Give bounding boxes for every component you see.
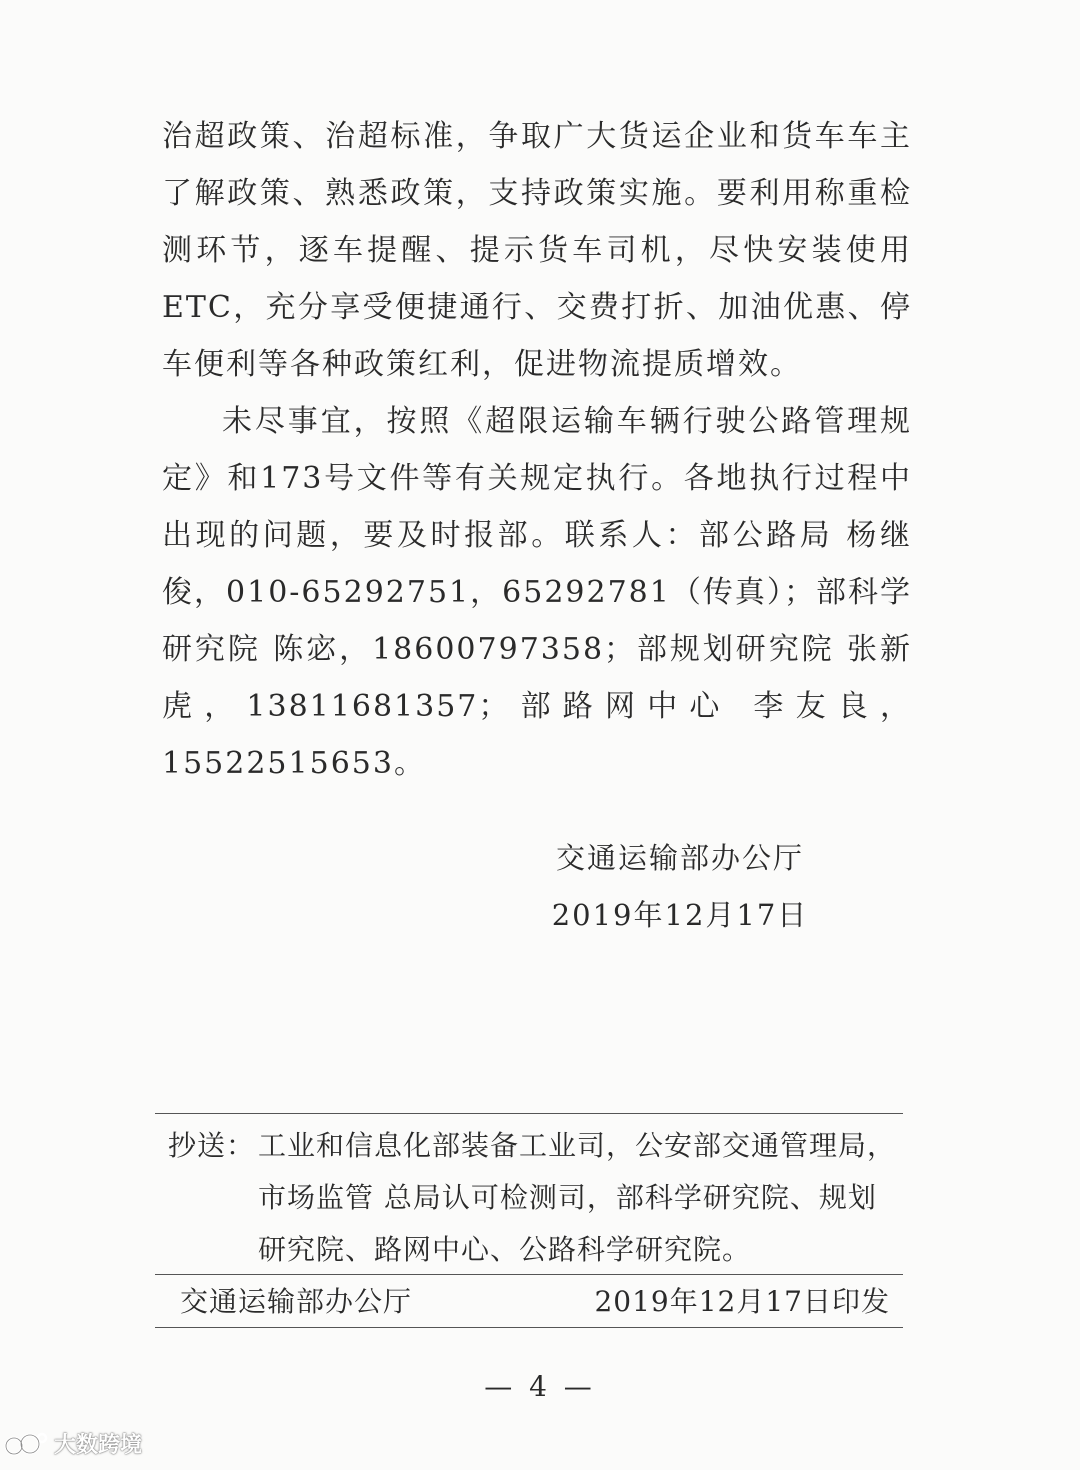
cc-block: [168, 1120, 903, 1276]
signature-organization: 交通运输部办公厅: [555, 841, 804, 875]
signature-date: 2019年12月17日: [551, 898, 809, 932]
page-number: — 4 —: [484, 1370, 596, 1403]
watermark-text: 大数跨境: [54, 1433, 143, 1458]
divider-middle: [155, 1274, 903, 1275]
cc-recipients: 工业和信息化部装备工业司，公安部交通管理局，市场监管 总局认可检测司，部科学研究院、规划研究院、路网中心、公路科学研究院。: [258, 1129, 897, 1266]
issuer-organization: 交通运输部办公厅: [180, 1285, 413, 1318]
body-text: [162, 108, 912, 792]
issuer-row: [180, 1280, 890, 1324]
divider-top: [155, 1113, 903, 1114]
paragraph-policy: 治超政策、治超标准，争取广大货运企业和货车车主了解政策、熟悉政策，支持政策实施。要利用称重检测环节，逐车提醒、提示货车司机，尽快安装使用ETC，充分享受便捷通行、交费打折、加油优惠、停车便利等各种政策红利，促进物流提质增效。: [162, 119, 912, 382]
weibo-logo-icon: [4, 1430, 48, 1458]
paragraph-contacts: 未尽事宜，按照《超限运输车辆行驶公路管理规定》和173号文件等有关规定执行。各地执行过程中出现的问题，要及时报部。联系人：部公路局 杨继俊，010-65292751，65292781（传真）；部科学研究院 陈宓，18600797358；部规划研究院 张新虎，13811681357；部路网中心 李友良，15522515653。: [162, 404, 912, 781]
watermark: [4, 1428, 142, 1459]
issue-date: 2019年12月17日印发: [594, 1285, 890, 1318]
divider-bottom: [155, 1327, 903, 1328]
cc-label: 抄送：: [168, 1129, 256, 1162]
